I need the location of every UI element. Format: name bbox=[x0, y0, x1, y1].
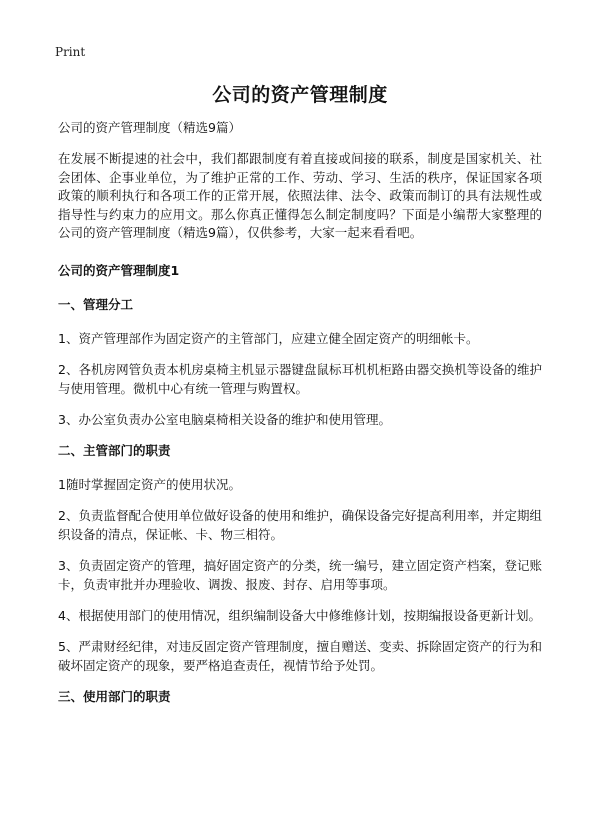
print-link[interactable]: Print bbox=[55, 45, 86, 59]
page-title: 公司的资产管理制度 bbox=[212, 84, 388, 106]
part1-item: 2、各机房网管负责本机房桌椅主机显示器键盘鼠标耳机机柜路由器交换机等设备的维护与使用管理。微机中心有统一管理与购置权。 bbox=[58, 361, 542, 396]
part2-item: 2、负责监督配合使用单位做好设备的使用和维护，确保设备完好提高利用率，并定期组织设备的清点，保证帐、卡、物三相符。 bbox=[58, 507, 542, 542]
part2-heading: 二、主管部门的职责 bbox=[58, 442, 171, 458]
part1-item: 1、资产管理部作为固定资产的主管部门，应建立健全固定资产的明细帐卡。 bbox=[58, 330, 479, 346]
part2-item: 4、根据使用部门的使用情况，组织编制设备大中修维修计划，按期编报设备更新计划。 bbox=[58, 607, 541, 623]
part3-heading: 三、使用部门的职责 bbox=[58, 688, 171, 704]
part2-item: 5、严肃财经纪律，对违反固定资产管理制度，擅自赠送、变卖、拆除固定资产的行为和破坏固定资产的现象，要严格追查责任，视情节给予处罚。 bbox=[58, 638, 542, 673]
part1-item: 3、办公室负责办公室电脑桌椅相关设备的维护和使用管理。 bbox=[58, 411, 391, 427]
part1-heading: 一、管理分工 bbox=[58, 296, 134, 312]
document-body bbox=[58, 118, 542, 721]
intro-paragraph: 在发展不断提速的社会中，我们都跟制度有着直接或间接的联系，制度是国家机关、社会团体、企事业单位，为了维护正常的工作、劳动、学习、生活的秩序，保证国家各项政策的顺利执行和各项工作的正常开展，依照法律、法令、政策而制订的具有法规性或指导性与约束力的应用文。那么你真正懂得怎么制定制度吗？下面是小编帮大家整理的公司的资产管理制度（精选9篇），仅供参考，大家一起来看看吧。 bbox=[58, 151, 542, 240]
part2-item: 1随时掌握固定资产的使用状况。 bbox=[58, 476, 241, 492]
part2-item: 3、负责固定资产的管理，搞好固定资产的分类，统一编号，建立固定资产档案，登记账卡，负责审批并办理验收、调拨、报废、封存、启用等事项。 bbox=[58, 557, 542, 592]
document-subtitle: 公司的资产管理制度（精选9篇） bbox=[58, 120, 241, 135]
section-title: 公司的资产管理制度1 bbox=[58, 262, 180, 278]
